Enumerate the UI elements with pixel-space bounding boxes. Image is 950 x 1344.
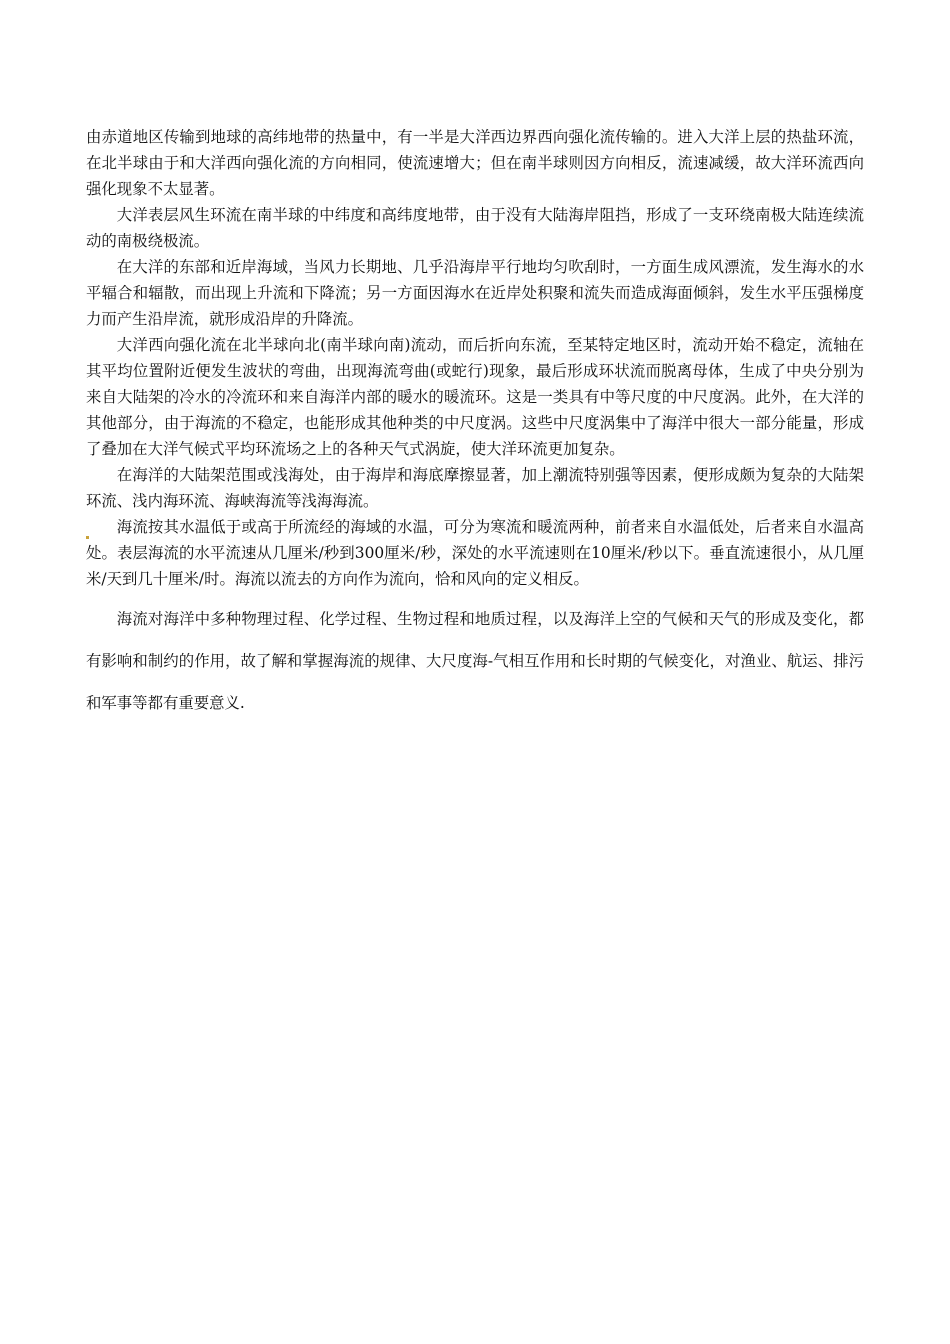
stray-mark [86, 536, 89, 539]
paragraph-antarctic-circumpolar: 大洋表层风生环流在南半球的中纬度和高纬度地带，由于没有大陆海岸阻挡，形成了一支环绕南极大陆连续流动的南极绕极流。 [86, 206, 864, 250]
paragraph-shelf-circulation: 在海洋的大陆架范围或浅海处，由于海岸和海底摩擦显著，加上潮流特别强等因素，便形成颇为复杂的大陆架环流、浅内海环流、海峡海流等浅海海流。 [86, 466, 864, 510]
document-body [86, 124, 864, 724]
paragraph-warm-cold-currents: 海流按其水温低于或高于所流经的海域的水温，可分为寒流和暖流两种，前者来自水温低处，后者来自水温高处。表层海流的水平流速从几厘米/秒到300厘米/秒，深处的水平流速则在10厘米/秒以下。垂直流速很小，从几厘米/天到几十厘米/时。海流以流去的方向作为流向，恰和风向的定义相反。 [86, 518, 864, 588]
paragraph-mesoscale-eddies: 大洋西向强化流在北半球向北(南半球向南)流动，而后折向东流，至某特定地区时，流动开始不稳定，流轴在其平均位置附近便发生波状的弯曲，出现海流弯曲(或蛇行)现象，最后形成环状流而脱离母体，生成了中央分别为来自大陆架的冷水的冷流环和来自海洋内部的暖水的暖流环。这是一类具有中等尺度的中尺度涡。此外，在大洋的其他部分，由于海流的不稳定，也能形成其他种类的中尺度涡。这些中尺度涡集中了海洋中很大一部分能量，形成了叠加在大洋气候式平均环流场之上的各种天气式涡旋，使大洋环流更加复杂。 [86, 336, 864, 458]
paragraph-significance: 海流对海洋中多种物理过程、化学过程、生物过程和地质过程，以及海洋上空的气候和天气的形成及变化，都有影响和制约的作用，故了解和掌握海流的规律、大尺度海-气相互作用和长时期的气候变化，对渔业、航运、排污和军事等都有重要意义. [86, 610, 864, 712]
paragraph-coastal-upwelling: 在大洋的东部和近岸海域，当风力长期地、几乎沿海岸平行地均匀吹刮时，一方面生成风漂流，发生海水的水平辐合和辐散，而出现上升流和下降流；另一方面因海水在近岸处积聚和流失而造成海面倾斜，发生水平压强梯度力而产生沿岸流，就形成沿岸的升降流。 [86, 258, 864, 328]
paragraph-heat-transport: 由赤道地区传输到地球的高纬地带的热量中，有一半是大洋西边界西向强化流传输的。进入大洋上层的热盐环流，在北半球由于和大洋西向强化流的方向相同，使流速增大；但在南半球则因方向相反，流速减缓，故大洋环流西向强化现象不太显著。 [86, 128, 864, 198]
